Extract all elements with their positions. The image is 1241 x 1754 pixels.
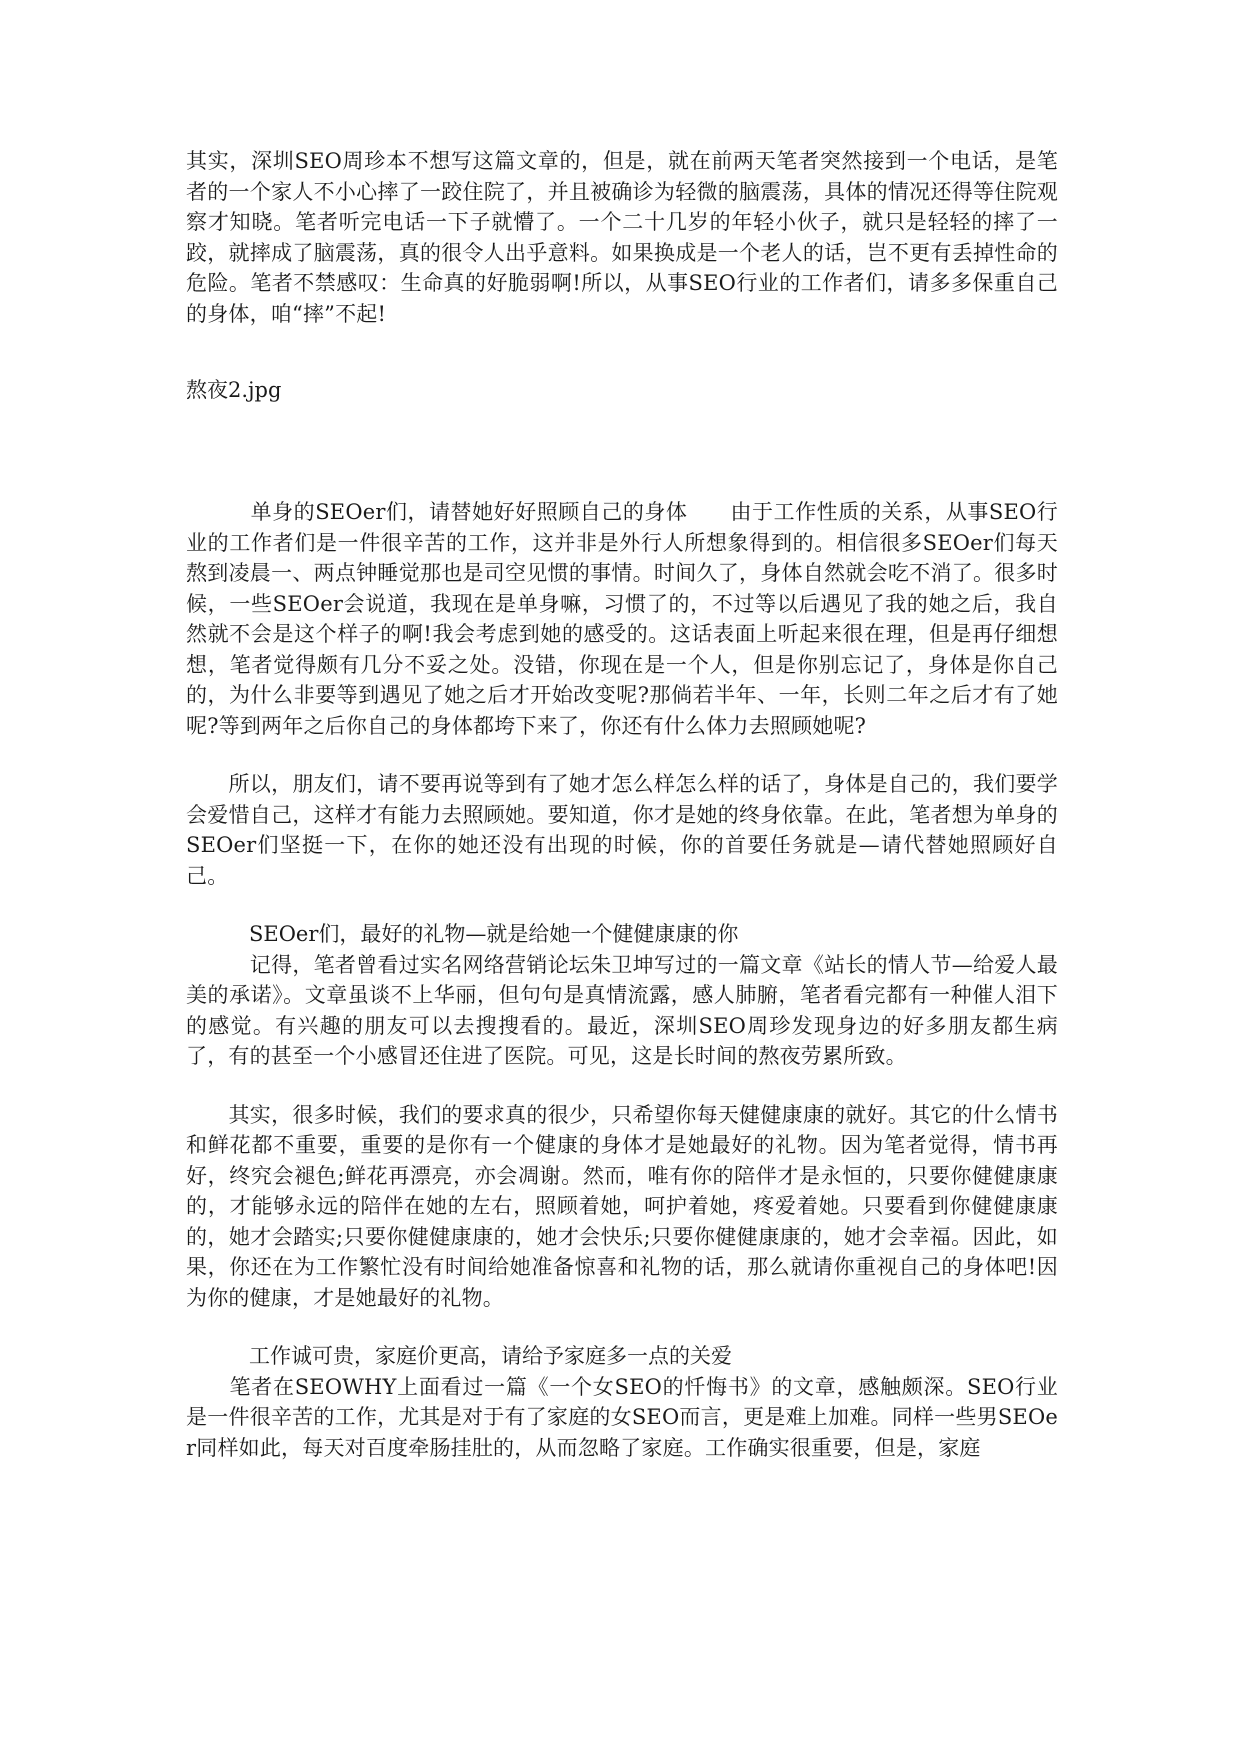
take-care-paragraph: 所以，朋友们，请不要再说等到有了她才怎么样怎么样的话了，身体是自己的，我们要学会爱惜自己，这样才有能力去照顾她。要知道，你才是她的终身依靠。在此，笔者想为单身的SEOer们坚挺一下，在你的她还没有出现的时候，你的首要任务就是—请代替她照顾好自己。 [186,772,1058,888]
health-paragraph: 其实，很多时候，我们的要求真的很少，只希望你每天健健康康的就好。其它的什么情书和鲜花都不重要，重要的是你有一个健康的身体才是她最好的礼物。因为笔者觉得，情书再好，终究会褪色;鲜花再漂亮，亦会凋谢。然而，唯有你的陪伴才是永恒的，只要你健健康康的，才能够永远的陪伴在她的左右，照顾着她，呵护着她，疼爱着她。只要看到你健健康康的，她才会踏实;只要你健健康康的，她才会快乐;只要你健健康康的，她才会幸福。因此，如果，你还在为工作繁忙没有时间给她准备惊喜和礼物的话，那么就请你重视自己的身体吧!因为你的健康，才是她最好的礼物。 [186,1102,1058,1310]
spacer [186,329,1058,375]
spacer [186,405,1058,497]
image-filename: 熬夜2.jpg [186,378,282,402]
section-heading-family: 工作诚可贵，家庭价更高，请给予家庭多一点的关爱 [186,1344,732,1368]
spacer [186,1072,1058,1100]
intro-paragraph: 其实，深圳SEO周珍本不想写这篇文章的，但是，就在前两天笔者突然接到一个电话，是笔者的一个家人不小心摔了一跤住院了，并且被确诊为轻微的脑震荡，具体的情况还得等住院观察才知晓。笔者听完电话一下子就懵了。一个二十几岁的年轻小伙子，就只是轻轻的摔了一跤，就摔成了脑震荡，真的很令人出乎意料。如果换成是一个老人的话，岂不更有丢掉性命的危险。笔者不禁感叹：生命真的好脆弱啊!所以，从事SEO行业的工作者们，请多多保重自己的身体，咱“摔”不起! [186,149,1058,326]
spacer [186,1313,1058,1341]
spacer [186,891,1058,919]
section-single-seoer-paragraph: 单身的SEOer们，请替她好好照顾自己的身体 由于工作性质的关系，从事SEO行业的工作者们是一件很辛苦的工作，这并非是外行人所想象得到的。相信很多SEOer们每天熬到凌晨一、两点钟睡觉那也是司空见惯的事情。时间久了，身体自然就会吃不消了。很多时候，一些SEOer会说道，我现在是单身嘛，习惯了的，不过等以后遇见了我的她之后，我自然就不会是这个样子的啊!我会考虑到她的感受的。这话表面上听起来很在理，但是再仔细想想，笔者觉得颇有几分不妥之处。没错，你现在是一个人，但是你别忘记了，身体是你自己的，为什么非要等到遇见了她之后才开始改变呢?那倘若半年、一年，长则二年之后才有了她呢?等到两年之后你自己的身体都垮下来了，你还有什么体力去照顾她呢? [186,500,1058,738]
document-body [186,146,1058,1463]
best-gift-paragraph: 记得，笔者曾看过实名网络营销论坛朱卫坤写过的一篇文章《站长的情人节—给爱人最美的承诺》。文章虽谈不上华丽，但句句是真情流露，感人肺腑，笔者看完都有一种催人泪下的感觉。有兴趣的朋友可以去搜搜看的。最近，深圳SEO周珍发现身边的好多朋友都生病了，有的甚至一个小感冒还住进了医院。可见，这是长时间的熬夜劳累所致。 [186,952,1058,1068]
spacer [186,741,1058,769]
section-heading-best-gift: SEOer们，最好的礼物—就是给她一个健健康康的你 [186,922,739,946]
family-paragraph: 笔者在SEOWHY上面看过一篇《一个女SEO的忏悔书》的文章，感触颇深。SEO行业是一件很辛苦的工作，尤其是对于有了家庭的女SEO而言，更是难上加难。同样一些男SEOer同样如此，每天对百度牵肠挂肚的，从而忽略了家庭。工作确实很重要，但是，家庭 [186,1374,1058,1460]
